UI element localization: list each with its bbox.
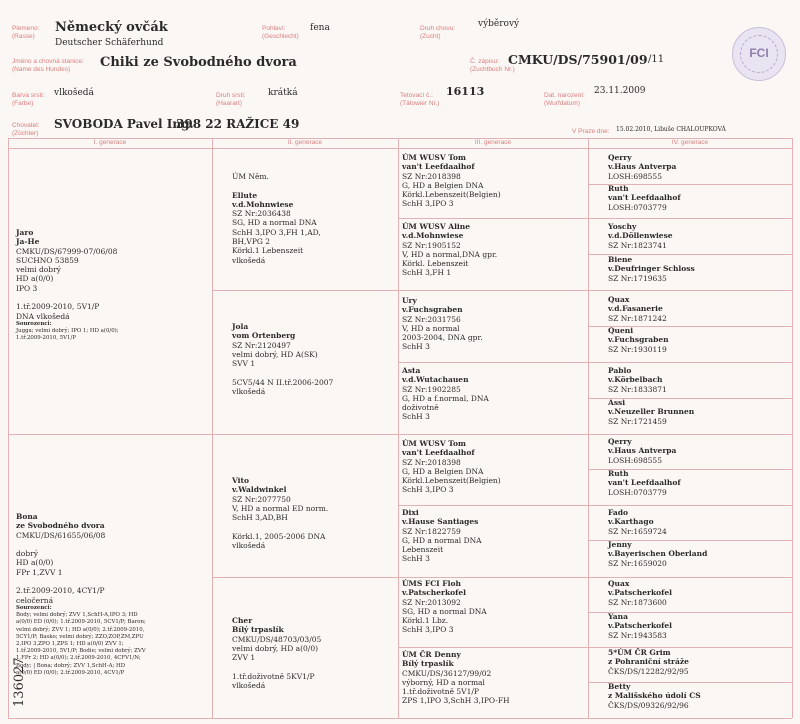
gen4-ancestor-line: v.Patscherkofel — [608, 588, 672, 598]
name-label: Jméno a chovná stanice: (Name des Hundes) — [12, 58, 84, 73]
breed-label: Plemeno: (Rasse) — [12, 25, 40, 40]
gen4-ancestor-line: SZ Nr:1659724 — [608, 526, 667, 536]
issued-value: 15.02.2010, Libuše CHALOUPKOVÁ — [616, 126, 726, 133]
gen2-ancestor-line: 1.tř.doživotně 5KV1/P — [232, 671, 315, 681]
gen-header-2: II. generace — [287, 139, 323, 146]
type-label: Druh chovu: (Zucht) — [420, 25, 456, 40]
gen2-ancestor-line: vom Ortenberg — [232, 331, 296, 341]
color-label: Barva srsti: (Farbe) — [12, 92, 45, 107]
gen4-ancestor-line: v.Haus Antverpa — [608, 162, 677, 172]
gen4-ancestor-line: Ruth — [608, 184, 629, 193]
sex-label: Pohlaví: (Geschlecht) — [262, 25, 299, 40]
gen4-ancestor — [608, 366, 788, 394]
gen4-ancestor-line: van't Leefdaalhof — [608, 193, 681, 203]
gen3-ancestor-line: v.Patscherkofel — [402, 588, 466, 598]
gen3-ancestor-line: SZ Nr:1822759 — [402, 526, 461, 536]
gen4-ancestor-line: Ruth — [608, 469, 629, 478]
gen3-ancestor-line: doživotně — [402, 403, 439, 413]
gen2-divider-b — [212, 577, 792, 578]
gen4-ancestor-line: LOSH:0703779 — [608, 202, 667, 212]
gen3-ancestor-line: v.d.Mohnwiese — [402, 231, 464, 241]
sex-value: fena — [310, 23, 330, 33]
gen3-ancestor-line: v.d.Wutachauen — [402, 375, 469, 385]
gen3-ancestor-line: Körkl.1 Lbz. — [402, 616, 449, 626]
gen4-ancestor-line: Queni — [608, 326, 634, 335]
gen2-ancestor-line: V, HD a normal ED norm. — [232, 503, 329, 513]
gen1-ancestor-line: Jaro — [16, 228, 34, 237]
gen4-ancestor — [608, 153, 788, 181]
gen3-ancestor-line: 2003-2004, DNA gpr. — [402, 333, 483, 343]
gen3-ancestor-line: 1.tř.doživotně 5V1/P — [402, 687, 479, 697]
gen4-ancestor — [608, 508, 788, 536]
gen3-ancestor-line: SZ Nr:1905152 — [402, 240, 461, 250]
col-border-4 — [792, 138, 793, 718]
gen3-ancestor-line: SchH 3 — [402, 412, 430, 422]
gen3-ancestor — [402, 296, 584, 352]
gen3-ancestor-line: SchH 3 — [402, 554, 430, 564]
gen3-ancestor-line: SZ Nr:2031756 — [402, 314, 461, 324]
gen2-ancestor-line: ZVV 1 — [232, 653, 256, 663]
gen3-ancestor-line: SchH 3,IPO 3 — [402, 485, 454, 495]
gen4-ancestor-line: 5*ÚM ČR Grim — [608, 648, 671, 657]
gen3-ancestor-line: van't Leefdaalhof — [402, 448, 475, 458]
siblings-title: Sourozenci: — [16, 320, 52, 327]
gen1-ancestor-line — [16, 540, 206, 549]
gen3-divider-1 — [398, 218, 792, 219]
gen3-ancestor-line: CMKU/DS/36127/99/02 — [402, 668, 492, 678]
gen4-ancestor-line: SZ Nr:1659020 — [608, 558, 667, 568]
gen1-ancestor-line: ze Svobodného dvora — [16, 521, 105, 531]
gen4-ancestor-line: v.Deufringer Schloss — [608, 264, 695, 274]
gen4-ancestor-line: Qerry — [608, 437, 632, 446]
gen4-ancestor-line: Qerry — [608, 153, 632, 162]
gen3-ancestor — [402, 579, 584, 635]
gen2-ancestor-line: SchH 3,IPO 3,FH 1,AD, — [232, 227, 321, 237]
gen4-ancestor-line: Betty — [608, 682, 631, 691]
dog-name: Chiki ze Svobodného dvora — [100, 55, 297, 70]
gen1-ancestor-line — [16, 577, 206, 586]
gen4-ancestor-line: SZ Nr:1873600 — [608, 597, 667, 607]
gen4-ancestor-line: LOSH:698555 — [608, 455, 662, 465]
gen3-ancestor-line: SchH 3,IPO 3 — [402, 199, 454, 209]
gen1-ancestor-line: Bona — [16, 512, 38, 521]
gen1-ancestor-line — [16, 293, 206, 302]
gen3-ancestor-line: Ury — [402, 296, 417, 305]
gen4-ancestor-line: v.d.Fasanerie — [608, 304, 663, 314]
gen3-ancestor-line: V, HD a normal,DNA gpr. — [402, 249, 498, 259]
gen3-ancestor-line: G, HD a Belgien DNA — [402, 466, 484, 476]
gen2-ancestor-line: Ellute — [232, 190, 258, 200]
dob-value: 23.11.2009 — [594, 86, 646, 96]
gen1-ancestor — [16, 228, 206, 343]
gen2-ancestor-line: vlkošedá — [232, 255, 266, 265]
gen1-ancestor-line: HD a(0/0) — [16, 558, 54, 568]
pedigree-bottom-border — [8, 718, 792, 719]
gen3-ancestor-line: ÚM WUSV Tom — [402, 153, 466, 162]
breeder-name: SVOBODA Pavel Ing. — [54, 117, 194, 131]
gen3-ancestor-line: SZ Nr:2013092 — [402, 597, 461, 607]
gen4-ancestor-line: Biene — [608, 255, 633, 264]
gen3-ancestor-line: Körkl.Lebenszeit(Belgien) — [402, 190, 501, 200]
gen3-ancestor-line: Dixi — [402, 508, 419, 517]
gen3-ancestor-line: Körkl. Lebenszeit — [402, 259, 469, 269]
gen2-ancestor-line: velmi dobrý, HD A(SK) — [232, 349, 318, 359]
gen1-ancestor — [16, 512, 206, 677]
gen2-ancestor-line: SZ Nr:2077750 — [232, 494, 291, 504]
registry-number-text: 136027 — [12, 657, 27, 707]
gen2-ancestor-line: SchH 3,AD,BH — [232, 513, 288, 523]
gen-header-4: IV. generace — [671, 139, 709, 146]
gen4-ancestor — [608, 398, 788, 426]
gen4-ancestor-line: Fado — [608, 508, 629, 517]
gen1-ancestor-line: SUCHNO 53859 — [16, 255, 79, 265]
gen4-ancestor — [608, 295, 788, 323]
gen2-ancestor-line: SVV 1 — [232, 359, 256, 369]
gen4-ancestor-line: v.Haus Antverpa — [608, 446, 677, 456]
gen2-ancestor-line — [232, 522, 394, 531]
gen2-ancestor-line: vlkošedá — [232, 541, 266, 551]
gen4-ancestor-line: v.Fuchsgraben — [608, 335, 669, 345]
studbook-label: Č. zápisu: (Zuchtbuch Nr.) — [470, 58, 515, 73]
gen1-ancestor-line: FPr 1,ZVV 1 — [16, 567, 63, 577]
tattoo-label: Tetovací č.: (Tätowier Nr.) — [400, 92, 440, 107]
gen4-ancestor — [608, 579, 788, 607]
gen3-ancestor-line: ÚM WUSV Tom — [402, 439, 466, 448]
gen3-ancestor-line: V, HD a normal — [402, 323, 460, 333]
gen2-ancestor-line: Jola — [232, 322, 249, 331]
gen2-ancestor — [232, 476, 394, 550]
gen3-ancestor-line: výborný, HD a normal — [402, 677, 485, 687]
gen2-ancestor-line: vlkošedá — [232, 387, 266, 397]
coat-label: Druh srsti: (Haarart) — [216, 92, 246, 107]
gen3-ancestor — [402, 366, 584, 422]
fci-logo: FCI — [732, 27, 786, 81]
gen4-ancestor-line: Jenny — [608, 540, 632, 549]
gen1-ancestor-line: velmi dobrý — [16, 265, 61, 275]
gen4-ancestor-line: Quax — [608, 295, 630, 304]
gen3-ancestor-line: G, HD a Belgien DNA — [402, 180, 484, 190]
gen2-ancestor — [232, 172, 394, 265]
gen3-ancestor — [402, 439, 584, 495]
gen4-ancestor-line: SZ Nr:1721459 — [608, 416, 667, 426]
gen1-ancestor-line: CMKU/DS/61655/06/08 — [16, 530, 106, 540]
gen3-ancestor-line: van't Leefdaalhof — [402, 162, 475, 172]
gen2-divider-a — [212, 290, 792, 291]
gen4-ancestor — [608, 682, 788, 710]
studbook-year: /11 — [648, 54, 665, 65]
gen2-ancestor-line: Bílý trpaslík — [232, 625, 284, 635]
gen1-ancestor-line: 1.tř.2009-2010, 5V1/P — [16, 302, 100, 312]
tattoo-value: 16113 — [446, 85, 485, 98]
gen1-ancestor-line: CMKU/DS/67999-07/06/08 — [16, 246, 118, 256]
siblings-title: Sourozenci: — [16, 604, 52, 611]
gen3-ancestor-line: v.Hause Santiages — [402, 517, 479, 527]
gen1-ancestor-line: celočerná — [16, 595, 54, 605]
gen4-ancestor-line: SZ Nr:1930119 — [608, 344, 667, 354]
gen2-ancestor-line: v.d.Mohnwiese — [232, 199, 294, 209]
siblings-list: Jugga; velmi dobrý; IPO 1; HD a(0/0); 1.tř.2009-2010, 5V1/P — [16, 328, 119, 342]
gen1-ancestor-line: DNA vlkošedá — [16, 311, 70, 321]
studbook-number: CMKU/DS/75901/09 — [508, 52, 648, 67]
gen3-ancestor — [402, 222, 584, 278]
gen3-ancestor-line: ÚMS FCI Floh — [402, 579, 461, 588]
dob-label: Dat. narození: (Wurfdatum) — [544, 92, 585, 107]
gen4-ancestor-line: ČKS/DS/12282/92/95 — [608, 666, 689, 676]
gen3-ancestor-line: v.Fuchsgraben — [402, 305, 463, 315]
color-value: vlkošedá — [54, 88, 94, 98]
gen4-ancestor-line: SZ Nr:1719635 — [608, 273, 667, 283]
breed-name-de: Deutscher Schäferhund — [55, 38, 164, 48]
gen1-ancestor-line: dobrý — [16, 549, 38, 559]
gen1-ancestor-line: HD a(0/0) — [16, 274, 54, 284]
gen2-ancestor-line: velmi dobrý, HD a(0/0) — [232, 643, 319, 653]
col-border-3 — [588, 138, 589, 718]
gen4-ancestor — [608, 437, 788, 465]
gen3-ancestor-line: SchH 3 — [402, 342, 430, 352]
gen2-ancestor-line: Körkl.1, 2005-2006 DNA — [232, 531, 326, 541]
gen4-ancestor-line: v.Patscherkofel — [608, 621, 672, 631]
gen3-ancestor-line: Bílý trpaslík — [402, 659, 454, 669]
col-border-0 — [8, 138, 9, 718]
gen4-ancestor — [608, 469, 788, 497]
gen4-ancestor — [608, 255, 788, 283]
gen2-ancestor-line: v.Waldwinkel — [232, 485, 287, 495]
col-border-1 — [212, 138, 213, 718]
registry-number — [8, 639, 28, 709]
gen1-ancestor-line: IPO 3 — [16, 283, 38, 293]
gen4-ancestor-line: SZ Nr:1823741 — [608, 240, 667, 250]
breeder-address: 398 22 RAŽICE 49 — [176, 117, 300, 131]
gen4-ancestor-line: van't Leefdaalhof — [608, 478, 681, 488]
gen2-ancestor-line: 5CV5/44 N II.tř.2006-2007 — [232, 377, 334, 387]
gen4-ancestor-line: v.Karthago — [608, 517, 654, 527]
gen3-ancestor-line: SZ Nr:2018398 — [402, 457, 461, 467]
gen2-ancestor-line — [232, 662, 394, 671]
gen3-ancestor-line: Lebenszeit — [402, 545, 444, 555]
gen4-ancestor-line: Quax — [608, 579, 630, 588]
gen2-ancestor-line — [232, 368, 394, 377]
gen4-ancestor — [608, 222, 788, 250]
gen1-ancestor-line: Ja-He — [16, 237, 40, 247]
gen4-ancestor-line: LOSH:698555 — [608, 171, 662, 181]
gen3-ancestor-line: G, HD a normal DNA — [402, 535, 482, 545]
gen3-ancestor — [402, 508, 584, 564]
gen2-ancestor-line: BH,VPG 2 — [232, 237, 271, 247]
gen4-ancestor-line: v.Bayerischen Oberland — [608, 549, 708, 559]
gen4-ancestor-line: Yana — [608, 612, 628, 621]
gen3-ancestor-line: ÚM ČR Denny — [402, 650, 461, 659]
half-divider — [8, 434, 792, 435]
gen4-ancestor — [608, 612, 788, 640]
gen2-ancestor-line: SZ Nr:2120497 — [232, 340, 291, 350]
gen3-ancestor-line: SchH 3,IPO 3 — [402, 625, 454, 635]
gen3-ancestor-line: ZPS 1,IPO 3,SchH 3,IPO-FH — [402, 696, 510, 706]
type-value: výběrový — [478, 19, 520, 29]
gen4-ancestor-line: SZ Nr:1871242 — [608, 313, 667, 323]
gen3-ancestor-line: Asta — [402, 366, 421, 375]
gen3-ancestor — [402, 650, 584, 706]
gen4-ancestor-line: LOSH:0703779 — [608, 487, 667, 497]
gen-header-1: I. generace — [93, 139, 127, 146]
gen4-ancestor-line: z Mališského údolí CS — [608, 691, 701, 701]
gen2-ancestor — [232, 616, 394, 690]
gen2-ancestor-line — [232, 181, 394, 190]
gen3-ancestor-line: ÚM WUSV Aline — [402, 222, 471, 231]
generation-header-border — [8, 148, 792, 149]
gen4-ancestor-line: Assi — [608, 398, 626, 407]
gen2-ancestor-line: CMKU/DS/48703/03/05 — [232, 634, 322, 644]
gen3-divider-3 — [398, 362, 792, 363]
gen2-ancestor-line: Cher — [232, 616, 253, 625]
issued-label: V Praze dne: — [572, 128, 610, 135]
gen2-ancestor-line: SZ Nr:2036438 — [232, 209, 291, 219]
col-border-2 — [398, 138, 399, 718]
siblings-list: Body; velmi dobrý; ZVV 1,SchH-A,IPO 3; HD a(0/0) ED (0/0); 1.tř.2009-2010, 5CV1/P; Baron; velmi dobrý; ZVV 1; HD a(0/0); 2.tř.2009-2010, 5CY1/P; Basko; velmi dobrý; ZZO,ZOP,ZM,ZPU 2,IPO 3,ZPO 1,ZPS 1; HD a(0/0) ZVV 1; 1.tř.2009-2010, 5V1/P; Bodie; velmi dobrý; ZVV 1,FPr 2; HD a(0/0); 2.tř.2009-2010, 4CFV1/N; Body; | Bona; dobrý; ZVV 1,SchH-A; HD a(0/0) ED (0/0); 2.tř.2009-2010, 4CV1/P — [16, 612, 146, 676]
gen4-ancestor-line: v.Neuzeller Brunnen — [608, 407, 695, 417]
gen1-ancestor-line: 2.tř.2009-2010, 4CY1/P — [16, 586, 105, 596]
gen2-ancestor-line: Körkl.1 Lebenszeit — [232, 246, 304, 256]
gen3-ancestor-line: SchH 3,FH 1 — [402, 268, 452, 278]
gen4-ancestor-line: Yoschy — [608, 222, 637, 231]
gen2-ancestor-line: ÚM Něm. — [232, 172, 269, 181]
gen3-ancestor-line: SG, HD a normal DNA — [402, 606, 487, 616]
gen4-ancestor-line: Pablo — [608, 366, 632, 375]
gen4-ancestor-line: SZ Nr:1833871 — [608, 384, 667, 394]
gen3-ancestor — [402, 153, 584, 209]
gen4-ancestor — [608, 326, 788, 354]
gen2-ancestor-line: vlkošedá — [232, 681, 266, 691]
gen-header-3: III. generace — [474, 139, 512, 146]
gen3-ancestor-line: SZ Nr:1902285 — [402, 384, 461, 394]
breed-name-cz: Německý ovčák — [55, 20, 168, 35]
gen4-ancestor — [608, 648, 788, 676]
gen2-ancestor-line: Vito — [232, 476, 250, 485]
gen4-ancestor — [608, 184, 788, 212]
gen3-ancestor-line: Körkl.Lebenszeit(Belgien) — [402, 476, 501, 486]
gen3-ancestor-line: SZ Nr:2018398 — [402, 171, 461, 181]
gen2-ancestor — [232, 322, 394, 396]
gen2-ancestor-line: SG, HD a normal DNA — [232, 218, 317, 228]
gen4-ancestor-line: z Pohraniční stráže — [608, 657, 689, 667]
gen4-ancestor-line: ČKS/DS/09326/92/96 — [608, 700, 689, 710]
gen4-ancestor-line: SZ Nr:1943583 — [608, 630, 667, 640]
gen3-ancestor-line: G, HD a f.normal, DNA — [402, 393, 489, 403]
gen4-ancestor-line: v.d.Döllenwiese — [608, 231, 673, 241]
gen3-divider-5 — [398, 505, 792, 506]
coat-value: krátká — [268, 88, 298, 98]
breeder-label: Chovatel: (Züchter) — [12, 122, 40, 137]
gen4-ancestor-line: v.Körbelbach — [608, 375, 663, 385]
gen4-ancestor — [608, 540, 788, 568]
